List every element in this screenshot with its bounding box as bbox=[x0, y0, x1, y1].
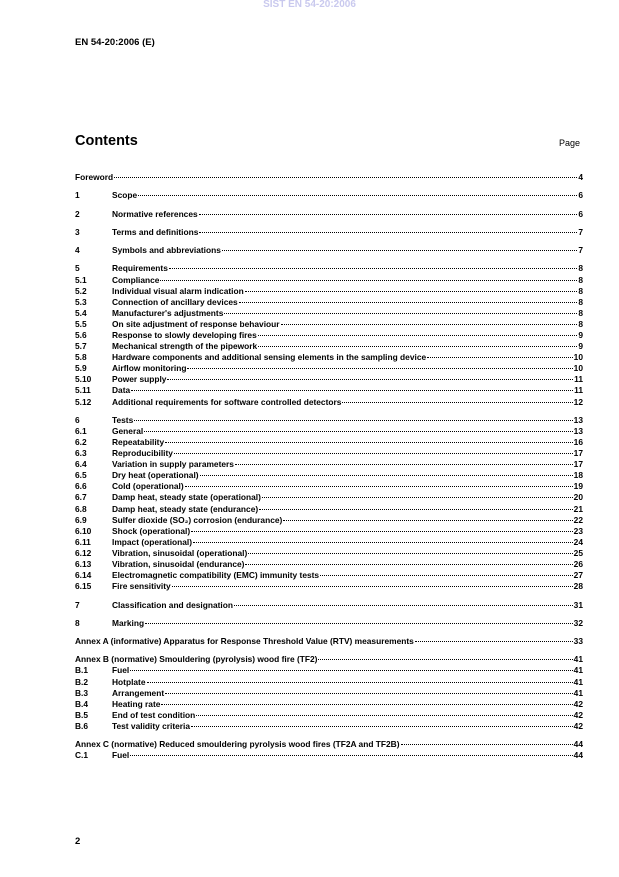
toc-entry-title: Sulfer dioxide (SO₂) corrosion (endurance) bbox=[112, 514, 283, 525]
toc-entry[interactable] bbox=[75, 654, 583, 665]
toc-entry-number: 5.9 bbox=[75, 363, 87, 374]
toc-dot-leader bbox=[147, 682, 573, 683]
toc-dot-leader bbox=[245, 291, 578, 292]
table-of-contents bbox=[75, 172, 583, 769]
toc-entry[interactable] bbox=[75, 275, 583, 286]
toc-dot-leader bbox=[224, 313, 577, 314]
toc-entry[interactable] bbox=[75, 526, 583, 537]
toc-group bbox=[75, 209, 583, 220]
toc-dot-leader bbox=[262, 497, 573, 498]
toc-entry-title: Vibration, sinusoidal (operational) bbox=[112, 547, 248, 558]
toc-dot-leader bbox=[342, 402, 572, 403]
toc-entry-page: 20 bbox=[573, 492, 583, 503]
toc-entry-page: 42 bbox=[573, 709, 583, 720]
toc-entry-page: 41 bbox=[573, 676, 583, 687]
toc-entry-page: 11 bbox=[574, 374, 583, 385]
toc-dot-leader bbox=[234, 605, 573, 606]
toc-entry-page: 42 bbox=[573, 698, 583, 709]
toc-entry[interactable] bbox=[75, 426, 583, 437]
toc-entry-page: 13 bbox=[573, 425, 583, 436]
toc-entry[interactable] bbox=[75, 504, 583, 515]
toc-entry-title: Terms and definitions bbox=[112, 226, 199, 237]
toc-entry-title: Test validity criteria bbox=[112, 720, 191, 731]
toc-entry[interactable] bbox=[75, 492, 583, 503]
document-id-header: EN 54-20:2006 (E) bbox=[75, 37, 155, 48]
watermark: SIST EN 54-20:2006 bbox=[263, 0, 356, 10]
toc-entry-page: 41 bbox=[573, 665, 583, 676]
toc-entry-title: Foreword bbox=[75, 172, 114, 182]
toc-dot-leader bbox=[199, 214, 578, 215]
toc-entry[interactable] bbox=[75, 548, 583, 559]
toc-dot-leader bbox=[134, 420, 572, 421]
toc-entry[interactable] bbox=[75, 481, 583, 492]
toc-entry-title: Arrangement bbox=[112, 687, 165, 698]
toc-entry-title: Cold (operational) bbox=[112, 481, 184, 492]
toc-entry-title: Hotplate bbox=[112, 676, 146, 687]
toc-entry-number: C.1 bbox=[75, 750, 89, 761]
toc-entry-title: End of test condition bbox=[112, 709, 196, 720]
toc-entry-title: Manufacturer's adjustments bbox=[112, 307, 224, 318]
toc-entry-page: 8 bbox=[578, 307, 583, 318]
toc-dot-leader bbox=[172, 586, 573, 587]
toc-entry-number: 5.12 bbox=[75, 396, 92, 407]
page-column-label: Page bbox=[558, 138, 580, 148]
toc-entry[interactable] bbox=[75, 374, 583, 385]
toc-dot-leader bbox=[235, 464, 573, 465]
toc-entry[interactable] bbox=[75, 459, 583, 470]
toc-entry[interactable] bbox=[75, 699, 583, 710]
toc-group bbox=[75, 227, 583, 238]
toc-entry-title: Heating rate bbox=[112, 698, 161, 709]
toc-entry-page: 26 bbox=[573, 559, 583, 570]
toc-entry[interactable] bbox=[75, 600, 583, 611]
toc-entry-number: B.4 bbox=[75, 698, 89, 709]
toc-entry-page: 4 bbox=[578, 172, 583, 182]
toc-entry-page: 44 bbox=[573, 739, 583, 750]
toc-entry[interactable] bbox=[75, 581, 583, 592]
toc-entry-number: 5.5 bbox=[75, 318, 87, 329]
toc-group bbox=[75, 263, 583, 407]
toc-entry-page: 16 bbox=[573, 437, 583, 447]
toc-entry[interactable] bbox=[75, 437, 583, 448]
toc-dot-leader bbox=[259, 509, 573, 510]
toc-entry-title: Marking bbox=[112, 617, 145, 628]
toc-entry-page: 6 bbox=[578, 190, 583, 201]
toc-dot-leader bbox=[191, 726, 573, 727]
toc-entry-number: 6.6 bbox=[75, 481, 87, 492]
toc-dot-leader bbox=[114, 177, 577, 178]
toc-entry-page: 23 bbox=[573, 525, 583, 536]
toc-group bbox=[75, 245, 583, 256]
toc-entry-title: Fuel bbox=[112, 665, 130, 676]
toc-entry-number: 5.1 bbox=[75, 274, 87, 285]
toc-dot-leader bbox=[131, 390, 573, 391]
toc-entry-number: 5.8 bbox=[75, 352, 87, 363]
toc-entry[interactable] bbox=[75, 415, 583, 426]
toc-entry-title: Response to slowly developing fires bbox=[112, 329, 257, 340]
toc-entry-number: 5.3 bbox=[75, 296, 87, 307]
toc-entry-number: 6.9 bbox=[75, 514, 87, 525]
toc-entry-page: 10 bbox=[573, 352, 583, 363]
toc-entry-page: 7 bbox=[578, 226, 583, 237]
toc-entry-number: B.2 bbox=[75, 676, 89, 687]
toc-entry-title: Mechanical strength of the pipework bbox=[112, 341, 258, 352]
toc-entry[interactable] bbox=[75, 570, 583, 581]
toc-dot-leader bbox=[258, 346, 577, 347]
toc-group bbox=[75, 654, 583, 732]
toc-entry[interactable] bbox=[75, 721, 583, 732]
toc-entry-title: On site adjustment of response behaviour bbox=[112, 318, 280, 329]
toc-dot-leader bbox=[187, 368, 572, 369]
toc-entry-page: 8 bbox=[578, 296, 583, 307]
toc-entry[interactable] bbox=[75, 448, 583, 459]
toc-entry-page: 17 bbox=[573, 459, 583, 470]
toc-entry-page: 11 bbox=[574, 385, 583, 396]
toc-dot-leader bbox=[222, 250, 577, 251]
toc-dot-leader bbox=[199, 232, 577, 233]
toc-dot-leader bbox=[281, 324, 578, 325]
toc-entry-title: Compliance bbox=[112, 274, 160, 285]
toc-entry-number: 5.10 bbox=[75, 374, 92, 385]
contents-heading: Contents bbox=[75, 133, 138, 149]
toc-entry-title: Damp heat, steady state (endurance) bbox=[112, 503, 259, 514]
toc-entry-title: Reproducibility bbox=[112, 448, 173, 459]
toc-dot-leader bbox=[167, 379, 573, 380]
toc-dot-leader bbox=[415, 641, 573, 642]
toc-group bbox=[75, 739, 583, 761]
toc-entry-page: 42 bbox=[573, 720, 583, 731]
toc-entry-title: Airflow monitoring bbox=[112, 363, 187, 374]
toc-entry[interactable] bbox=[75, 341, 583, 352]
toc-entry-number: 6.2 bbox=[75, 437, 87, 447]
toc-dot-leader bbox=[138, 195, 577, 196]
toc-entry[interactable] bbox=[75, 286, 583, 297]
toc-dot-leader bbox=[320, 575, 573, 576]
toc-entry[interactable] bbox=[75, 559, 583, 570]
toc-entry-title: Vibration, sinusoidal (endurance) bbox=[112, 559, 245, 570]
toc-entry-number: 5 bbox=[75, 263, 80, 274]
toc-dot-leader bbox=[427, 357, 573, 358]
toc-dot-leader bbox=[145, 623, 573, 624]
toc-group bbox=[75, 600, 583, 611]
toc-entry-page: 8 bbox=[578, 263, 583, 274]
toc-group bbox=[75, 190, 583, 201]
toc-entry[interactable] bbox=[75, 397, 583, 408]
toc-dot-leader bbox=[165, 693, 573, 694]
toc-entry-number: 5.6 bbox=[75, 329, 87, 340]
toc-entry-number: B.3 bbox=[75, 687, 89, 698]
toc-entry-page: 25 bbox=[573, 547, 583, 558]
toc-entry-title: Data bbox=[112, 385, 131, 396]
toc-entry-page: 24 bbox=[573, 536, 583, 547]
toc-entry-number: 6.11 bbox=[75, 536, 91, 547]
toc-entry-number: B.6 bbox=[75, 720, 89, 731]
toc-dot-leader bbox=[283, 520, 572, 521]
toc-entry-page: 17 bbox=[573, 448, 583, 459]
toc-dot-leader bbox=[239, 302, 578, 303]
toc-entry[interactable] bbox=[75, 636, 583, 647]
toc-entry-title: Additional requirements for software controlled detectors bbox=[112, 396, 342, 407]
toc-group bbox=[75, 172, 583, 183]
page-number: 2 bbox=[75, 836, 81, 847]
toc-entry-number: 5.2 bbox=[75, 285, 87, 296]
toc-entry-title: Fire sensitivity bbox=[112, 581, 171, 592]
toc-entry-page: 10 bbox=[573, 363, 583, 374]
toc-entry-page: 21 bbox=[573, 503, 583, 514]
toc-entry-page: 27 bbox=[573, 570, 583, 581]
toc-entry-title: Connection of ancillary devices bbox=[112, 296, 238, 307]
toc-dot-leader bbox=[196, 715, 572, 716]
toc-entry-title: Normative references bbox=[112, 208, 198, 219]
toc-entry-page: 7 bbox=[578, 245, 583, 256]
toc-dot-leader bbox=[144, 431, 572, 432]
toc-entry-page: 8 bbox=[578, 285, 583, 296]
toc-entry-title: Shock (operational) bbox=[112, 525, 191, 536]
toc-entry-title: Hardware components and additional sensing elements in the sampling device bbox=[112, 352, 427, 363]
toc-group bbox=[75, 415, 583, 593]
toc-entry-page: 33 bbox=[573, 636, 583, 647]
toc-entry-number: 6.3 bbox=[75, 448, 87, 459]
toc-entry[interactable] bbox=[75, 710, 583, 721]
toc-entry[interactable] bbox=[75, 739, 583, 750]
toc-entry-number: 4 bbox=[75, 245, 80, 256]
toc-entry-page: 32 bbox=[573, 617, 583, 628]
toc-entry[interactable] bbox=[75, 385, 583, 396]
toc-entry[interactable] bbox=[75, 308, 583, 319]
toc-entry-number: 7 bbox=[75, 599, 80, 610]
toc-entry[interactable] bbox=[75, 665, 583, 676]
toc-entry-title: Annex C (normative) Reduced smouldering pyrolysis wood fires (TF2A and TF2B) bbox=[75, 739, 400, 750]
toc-dot-leader bbox=[258, 335, 578, 336]
toc-entry-number: 6.10 bbox=[75, 525, 92, 536]
toc-entry-page: 9 bbox=[578, 341, 583, 352]
toc-entry-title: General bbox=[112, 425, 144, 436]
toc-entry[interactable] bbox=[75, 172, 583, 183]
toc-entry-number: 2 bbox=[75, 208, 80, 219]
toc-entry-number: 5.7 bbox=[75, 341, 87, 352]
toc-entry-page: 6 bbox=[578, 208, 583, 219]
toc-entry-title: Dry heat (operational) bbox=[112, 470, 199, 481]
toc-entry-title: Fuel bbox=[112, 750, 130, 761]
toc-entry-number: 6.8 bbox=[75, 503, 87, 514]
toc-entry[interactable] bbox=[75, 319, 583, 330]
toc-entry-page: 31 bbox=[573, 599, 583, 610]
toc-entry-page: 41 bbox=[573, 654, 583, 665]
toc-entry-title: Scope bbox=[112, 190, 138, 201]
toc-dot-leader bbox=[169, 268, 577, 269]
toc-entry-number: 6.4 bbox=[75, 459, 87, 470]
toc-entry-page: 12 bbox=[573, 396, 583, 407]
toc-entry[interactable] bbox=[75, 352, 583, 363]
toc-entry-number: 6 bbox=[75, 414, 80, 425]
toc-entry-page: 19 bbox=[573, 481, 583, 492]
toc-entry-number: 6.12 bbox=[75, 547, 92, 558]
toc-entry-number: B.5 bbox=[75, 709, 89, 720]
toc-dot-leader bbox=[130, 755, 572, 756]
toc-dot-leader bbox=[174, 453, 573, 454]
toc-entry-title: Individual visual alarm indication bbox=[112, 285, 244, 296]
toc-entry[interactable] bbox=[75, 209, 583, 220]
toc-dot-leader bbox=[200, 475, 573, 476]
toc-entry[interactable] bbox=[75, 245, 583, 256]
toc-entry-number: 6.14 bbox=[75, 570, 92, 581]
toc-entry-number: 8 bbox=[75, 617, 80, 628]
toc-entry-page: 41 bbox=[573, 687, 583, 698]
toc-entry-number: 5.4 bbox=[75, 307, 87, 318]
toc-entry-number: 6.5 bbox=[75, 470, 87, 481]
toc-entry[interactable] bbox=[75, 297, 583, 308]
toc-entry-title: Classification and designation bbox=[112, 599, 233, 610]
toc-entry-title: Variation in supply parameters bbox=[112, 459, 234, 470]
toc-dot-leader bbox=[161, 704, 572, 705]
toc-dot-leader bbox=[318, 659, 572, 660]
toc-entry[interactable] bbox=[75, 750, 583, 761]
toc-entry[interactable] bbox=[75, 330, 583, 341]
toc-dot-leader bbox=[248, 553, 572, 554]
toc-entry-title: Symbols and abbreviations bbox=[112, 245, 221, 256]
toc-entry[interactable] bbox=[75, 618, 583, 629]
toc-group bbox=[75, 618, 583, 629]
toc-entry-title: Electromagnetic compatibility (EMC) immunity tests bbox=[112, 570, 320, 581]
toc-entry[interactable] bbox=[75, 537, 583, 548]
toc-entry-number: B.1 bbox=[75, 665, 89, 676]
toc-entry-title: Impact (operational) bbox=[112, 536, 193, 547]
toc-entry-title: Requirements bbox=[112, 263, 168, 274]
toc-entry-number: 1 bbox=[75, 190, 80, 201]
toc-entry-number: 6.7 bbox=[75, 492, 87, 503]
toc-entry-title: Annex B (normative) Smouldering (pyrolysis) wood fire (TF2) bbox=[75, 654, 318, 665]
toc-entry-page: 28 bbox=[573, 581, 583, 592]
toc-entry[interactable] bbox=[75, 470, 583, 481]
toc-entry-number: 6.15 bbox=[75, 581, 92, 592]
toc-entry-page: 8 bbox=[578, 274, 583, 285]
toc-entry-number: 6.13 bbox=[75, 559, 92, 570]
toc-entry-title: Power supply bbox=[112, 374, 167, 385]
toc-dot-leader bbox=[185, 486, 573, 487]
toc-dot-leader bbox=[130, 670, 572, 671]
toc-entry[interactable] bbox=[75, 515, 583, 526]
toc-dot-leader bbox=[165, 442, 573, 443]
toc-entry-number: 5.11 bbox=[75, 385, 91, 396]
toc-entry-page: 9 bbox=[578, 329, 583, 340]
toc-dot-leader bbox=[193, 542, 573, 543]
toc-entry[interactable] bbox=[75, 227, 583, 238]
toc-entry-page: 44 bbox=[573, 750, 583, 761]
toc-entry-title: Tests bbox=[112, 414, 134, 425]
toc-entry[interactable] bbox=[75, 363, 583, 374]
toc-entry-title: Repeatability bbox=[112, 437, 165, 447]
toc-entry-page: 18 bbox=[573, 470, 583, 481]
toc-entry-page: 22 bbox=[573, 514, 583, 525]
toc-dot-leader bbox=[160, 280, 577, 281]
toc-group bbox=[75, 636, 583, 647]
toc-dot-leader bbox=[401, 744, 573, 745]
toc-dot-leader bbox=[245, 564, 572, 565]
toc-entry[interactable] bbox=[75, 688, 583, 699]
toc-entry[interactable] bbox=[75, 263, 583, 274]
toc-entry-page: 8 bbox=[578, 318, 583, 329]
toc-entry-title: Annex A (informative) Apparatus for Response Threshold Value (RTV) measurements bbox=[75, 636, 414, 647]
toc-entry[interactable] bbox=[75, 190, 583, 201]
toc-dot-leader bbox=[191, 531, 572, 532]
toc-entry-title: Damp heat, steady state (operational) bbox=[112, 492, 261, 503]
toc-entry[interactable] bbox=[75, 677, 583, 688]
toc-entry-page: 13 bbox=[573, 414, 583, 425]
toc-entry-number: 6.1 bbox=[75, 425, 87, 436]
toc-entry-number: 3 bbox=[75, 226, 80, 237]
